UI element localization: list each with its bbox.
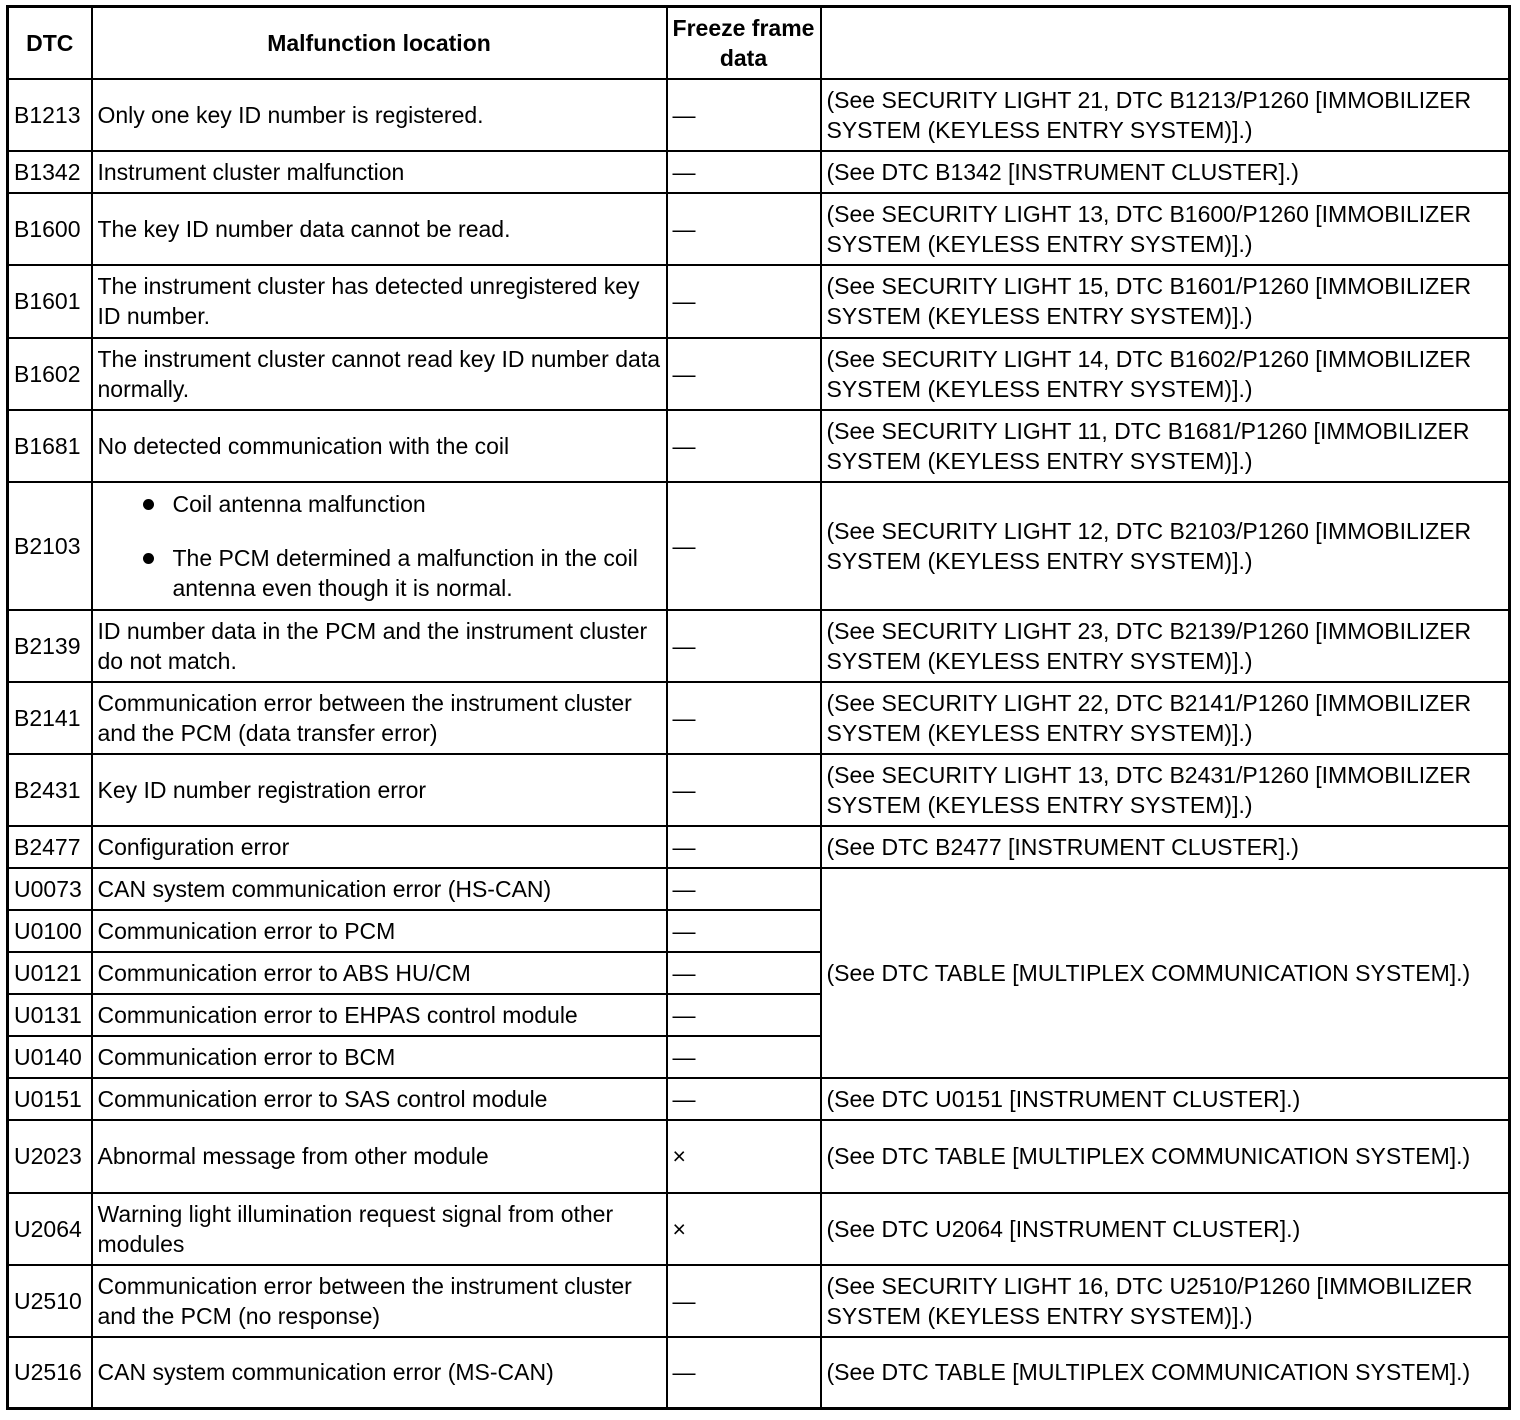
table-row bbox=[8, 1078, 1510, 1120]
dtc-code: U2510 bbox=[8, 1265, 92, 1337]
malfunction-location: No detected communication with the coil bbox=[92, 410, 667, 482]
malfunction-location: Warning light illumination request signal from other modules bbox=[92, 1193, 667, 1265]
dtc-code: B2139 bbox=[8, 610, 92, 682]
dtc-code: U0073 bbox=[8, 868, 92, 910]
reference-text: (See DTC B2477 [INSTRUMENT CLUSTER].) bbox=[821, 826, 1510, 868]
dtc-code: B1342 bbox=[8, 151, 92, 193]
freeze-frame-mark: — bbox=[667, 868, 821, 910]
freeze-frame-mark: — bbox=[667, 610, 821, 682]
reference-text: (See DTC TABLE [MULTIPLEX COMMUNICATION SYSTEM].) bbox=[821, 1120, 1510, 1193]
reference-text: (See DTC U2064 [INSTRUMENT CLUSTER].) bbox=[821, 1193, 1510, 1265]
table-row bbox=[8, 682, 1510, 754]
freeze-frame-mark: × bbox=[667, 1120, 821, 1193]
reference-text: (See DTC U0151 [INSTRUMENT CLUSTER].) bbox=[821, 1078, 1510, 1120]
freeze-frame-mark: — bbox=[667, 338, 821, 410]
dtc-code: U0131 bbox=[8, 994, 92, 1036]
reference-text: (See SECURITY LIGHT 21, DTC B1213/P1260 [IMMOBILIZER SYSTEM (KEYLESS ENTRY SYSTEM)].) bbox=[821, 79, 1510, 151]
dtc-code: B2431 bbox=[8, 754, 92, 826]
freeze-frame-mark: — bbox=[667, 482, 821, 610]
table-row bbox=[8, 265, 1510, 338]
reference-text: (See SECURITY LIGHT 13, DTC B1600/P1260 [IMMOBILIZER SYSTEM (KEYLESS ENTRY SYSTEM)].) bbox=[821, 193, 1510, 265]
bullet-item: The PCM determined a malfunction in the coil antenna even though it is normal. bbox=[98, 543, 661, 603]
freeze-frame-mark: — bbox=[667, 1036, 821, 1078]
malfunction-location: The instrument cluster cannot read key ID number data normally. bbox=[92, 338, 667, 410]
dtc-code: U2023 bbox=[8, 1120, 92, 1193]
freeze-frame-mark: — bbox=[667, 1337, 821, 1409]
malfunction-location: Only one key ID number is registered. bbox=[92, 79, 667, 151]
table-row bbox=[8, 1120, 1510, 1193]
reference-text: (See SECURITY LIGHT 15, DTC B1601/P1260 [IMMOBILIZER SYSTEM (KEYLESS ENTRY SYSTEM)].) bbox=[821, 265, 1510, 338]
dtc-code: U0100 bbox=[8, 910, 92, 952]
header-reference bbox=[821, 7, 1510, 79]
freeze-frame-mark: — bbox=[667, 952, 821, 994]
dtc-code: B2103 bbox=[8, 482, 92, 610]
freeze-frame-mark: — bbox=[667, 79, 821, 151]
table-row bbox=[8, 482, 1510, 610]
malfunction-bullet-list bbox=[98, 489, 661, 603]
freeze-frame-mark: — bbox=[667, 910, 821, 952]
malfunction-location: Communication error to BCM bbox=[92, 1036, 667, 1078]
table-row bbox=[8, 868, 1510, 910]
dtc-code: U2516 bbox=[8, 1337, 92, 1409]
dtc-code: B1601 bbox=[8, 265, 92, 338]
dtc-code: B1681 bbox=[8, 410, 92, 482]
table-row bbox=[8, 1193, 1510, 1265]
freeze-frame-mark: — bbox=[667, 826, 821, 868]
malfunction-location: Key ID number registration error bbox=[92, 754, 667, 826]
malfunction-location: Instrument cluster malfunction bbox=[92, 151, 667, 193]
table-row bbox=[8, 610, 1510, 682]
reference-text: (See DTC B1342 [INSTRUMENT CLUSTER].) bbox=[821, 151, 1510, 193]
header-row bbox=[8, 7, 1510, 79]
table-row bbox=[8, 1265, 1510, 1337]
table-row bbox=[8, 193, 1510, 265]
dtc-code: U0140 bbox=[8, 1036, 92, 1078]
malfunction-location: CAN system communication error (HS-CAN) bbox=[92, 868, 667, 910]
dtc-code: U2064 bbox=[8, 1193, 92, 1265]
malfunction-location: Communication error to ABS HU/CM bbox=[92, 952, 667, 994]
freeze-frame-mark: — bbox=[667, 193, 821, 265]
malfunction-location: The key ID number data cannot be read. bbox=[92, 193, 667, 265]
malfunction-location: CAN system communication error (MS-CAN) bbox=[92, 1337, 667, 1409]
freeze-frame-mark: — bbox=[667, 265, 821, 338]
dtc-table bbox=[6, 5, 1511, 1410]
malfunction-location: ID number data in the PCM and the instrument cluster do not match. bbox=[92, 610, 667, 682]
dtc-code: B1602 bbox=[8, 338, 92, 410]
freeze-frame-mark: — bbox=[667, 1265, 821, 1337]
table-row bbox=[8, 151, 1510, 193]
reference-text: (See DTC TABLE [MULTIPLEX COMMUNICATION SYSTEM].) bbox=[821, 868, 1510, 1078]
table-row bbox=[8, 754, 1510, 826]
header-malfunction-location: Malfunction location bbox=[92, 7, 667, 79]
malfunction-location: Communication error between the instrument cluster and the PCM (no response) bbox=[92, 1265, 667, 1337]
reference-text: (See SECURITY LIGHT 14, DTC B1602/P1260 [IMMOBILIZER SYSTEM (KEYLESS ENTRY SYSTEM)].) bbox=[821, 338, 1510, 410]
malfunction-location: Configuration error bbox=[92, 826, 667, 868]
malfunction-location: The instrument cluster has detected unregistered key ID number. bbox=[92, 265, 667, 338]
freeze-frame-mark: — bbox=[667, 682, 821, 754]
table-row bbox=[8, 826, 1510, 868]
freeze-frame-mark: — bbox=[667, 1078, 821, 1120]
malfunction-location: Abnormal message from other module bbox=[92, 1120, 667, 1193]
dtc-code: B1213 bbox=[8, 79, 92, 151]
reference-text: (See DTC TABLE [MULTIPLEX COMMUNICATION SYSTEM].) bbox=[821, 1337, 1510, 1409]
header-dtc: DTC bbox=[8, 7, 92, 79]
table-row bbox=[8, 79, 1510, 151]
malfunction-location: Communication error to PCM bbox=[92, 910, 667, 952]
freeze-frame-mark: — bbox=[667, 410, 821, 482]
freeze-frame-mark: — bbox=[667, 151, 821, 193]
malfunction-location: Communication error between the instrument cluster and the PCM (data transfer error) bbox=[92, 682, 667, 754]
bullet-item: Coil antenna malfunction bbox=[98, 489, 661, 519]
malfunction-location: Communication error to SAS control module bbox=[92, 1078, 667, 1120]
reference-text: (See SECURITY LIGHT 13, DTC B2431/P1260 [IMMOBILIZER SYSTEM (KEYLESS ENTRY SYSTEM)].) bbox=[821, 754, 1510, 826]
dtc-code: U0151 bbox=[8, 1078, 92, 1120]
freeze-frame-mark: × bbox=[667, 1193, 821, 1265]
reference-text: (See SECURITY LIGHT 11, DTC B1681/P1260 [IMMOBILIZER SYSTEM (KEYLESS ENTRY SYSTEM)].) bbox=[821, 410, 1510, 482]
freeze-frame-mark: — bbox=[667, 754, 821, 826]
table-row bbox=[8, 338, 1510, 410]
freeze-frame-mark: — bbox=[667, 994, 821, 1036]
header-freeze-frame-data: Freeze frame data bbox=[667, 7, 821, 79]
reference-text: (See SECURITY LIGHT 16, DTC U2510/P1260 [IMMOBILIZER SYSTEM (KEYLESS ENTRY SYSTEM)].) bbox=[821, 1265, 1510, 1337]
reference-text: (See SECURITY LIGHT 12, DTC B2103/P1260 [IMMOBILIZER SYSTEM (KEYLESS ENTRY SYSTEM)].) bbox=[821, 482, 1510, 610]
reference-text: (See SECURITY LIGHT 22, DTC B2141/P1260 [IMMOBILIZER SYSTEM (KEYLESS ENTRY SYSTEM)].) bbox=[821, 682, 1510, 754]
malfunction-location bbox=[92, 482, 667, 610]
dtc-code: U0121 bbox=[8, 952, 92, 994]
table-row bbox=[8, 1337, 1510, 1409]
reference-text: (See SECURITY LIGHT 23, DTC B2139/P1260 [IMMOBILIZER SYSTEM (KEYLESS ENTRY SYSTEM)].) bbox=[821, 610, 1510, 682]
dtc-code: B2477 bbox=[8, 826, 92, 868]
dtc-code: B2141 bbox=[8, 682, 92, 754]
malfunction-location: Communication error to EHPAS control module bbox=[92, 994, 667, 1036]
dtc-code: B1600 bbox=[8, 193, 92, 265]
table-row bbox=[8, 410, 1510, 482]
